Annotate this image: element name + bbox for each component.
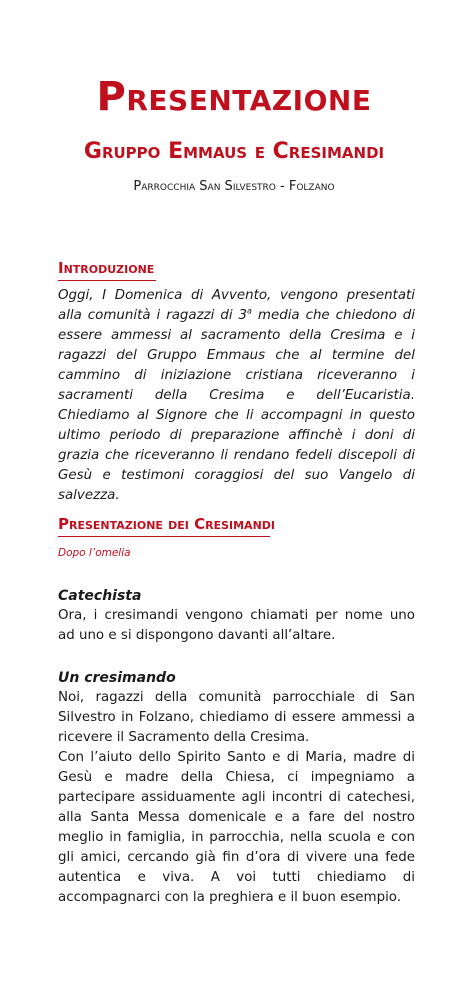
intro-paragraph (58, 286, 415, 506)
intro-heading: Introduzione (58, 259, 155, 277)
intro-text-end: media che chiedono di essere ammessi al sacramento della Cresima e i ragazzi del Gruppo Emmaus che al termine del cammino di iniziazione cristiana riceveranno i sacramenti della Cresima e dell’Eucaristia. Chiediamo al Signore che li accompagni in questo ultimo periodo di preparazione affinchè i doni di grazia che riceveranno li rendano fedeli discepoli di Gesù e testimoni coraggiosi del suo Vangelo di salvezza. (58, 308, 415, 503)
page-subtitle: Gruppo Emmaus e Cresimandi (83, 139, 385, 164)
page-title: Presentazione (96, 74, 372, 120)
candidate-label: Un cresimando (58, 670, 176, 686)
candidate-text-2: Con l’aiuto dello Spirito Santo e di Maria, madre di Gesù e madre della Chiesa, ci impegniamo a partecipare assiduamente agli incontri di catechesi, alla Santa Messa domenicale e a fare del nostro meglio in famiglia, in parrocchia, nella scuola e con gli amici, cercando già fin d’ora di vivere una fede autentica e viva. A voi tutti chiediamo di accompagnarci con la preghiera e il buon esempio. (58, 750, 415, 905)
candidate-text-1: Noi, ragazzi della comunità parrocchiale di San Silvestro in Folzano, chiediamo di essere ammessi a ricevere il Sacramento della Cresima. (58, 690, 415, 745)
liturgy-note: Dopo l’omelia (58, 547, 131, 559)
catechist-label: Catechista (58, 588, 142, 604)
intro-text-start: Oggi, I Domenica di Avvento, vengono presentati alla comunità i ragazzi di 3 (58, 288, 415, 323)
presentation-heading-underline (58, 536, 270, 537)
intro-heading-underline (58, 280, 156, 281)
parish-name: Parrocchia San Silvestro - Folzano (133, 179, 335, 194)
presentation-heading: Presentazione dei Cresimandi (58, 515, 276, 533)
catechist-text: Ora, i cresimandi vengono chiamati per nome uno ad uno e si dispongono davanti all’altare. (58, 608, 415, 643)
intro-superscript: a (247, 306, 252, 316)
